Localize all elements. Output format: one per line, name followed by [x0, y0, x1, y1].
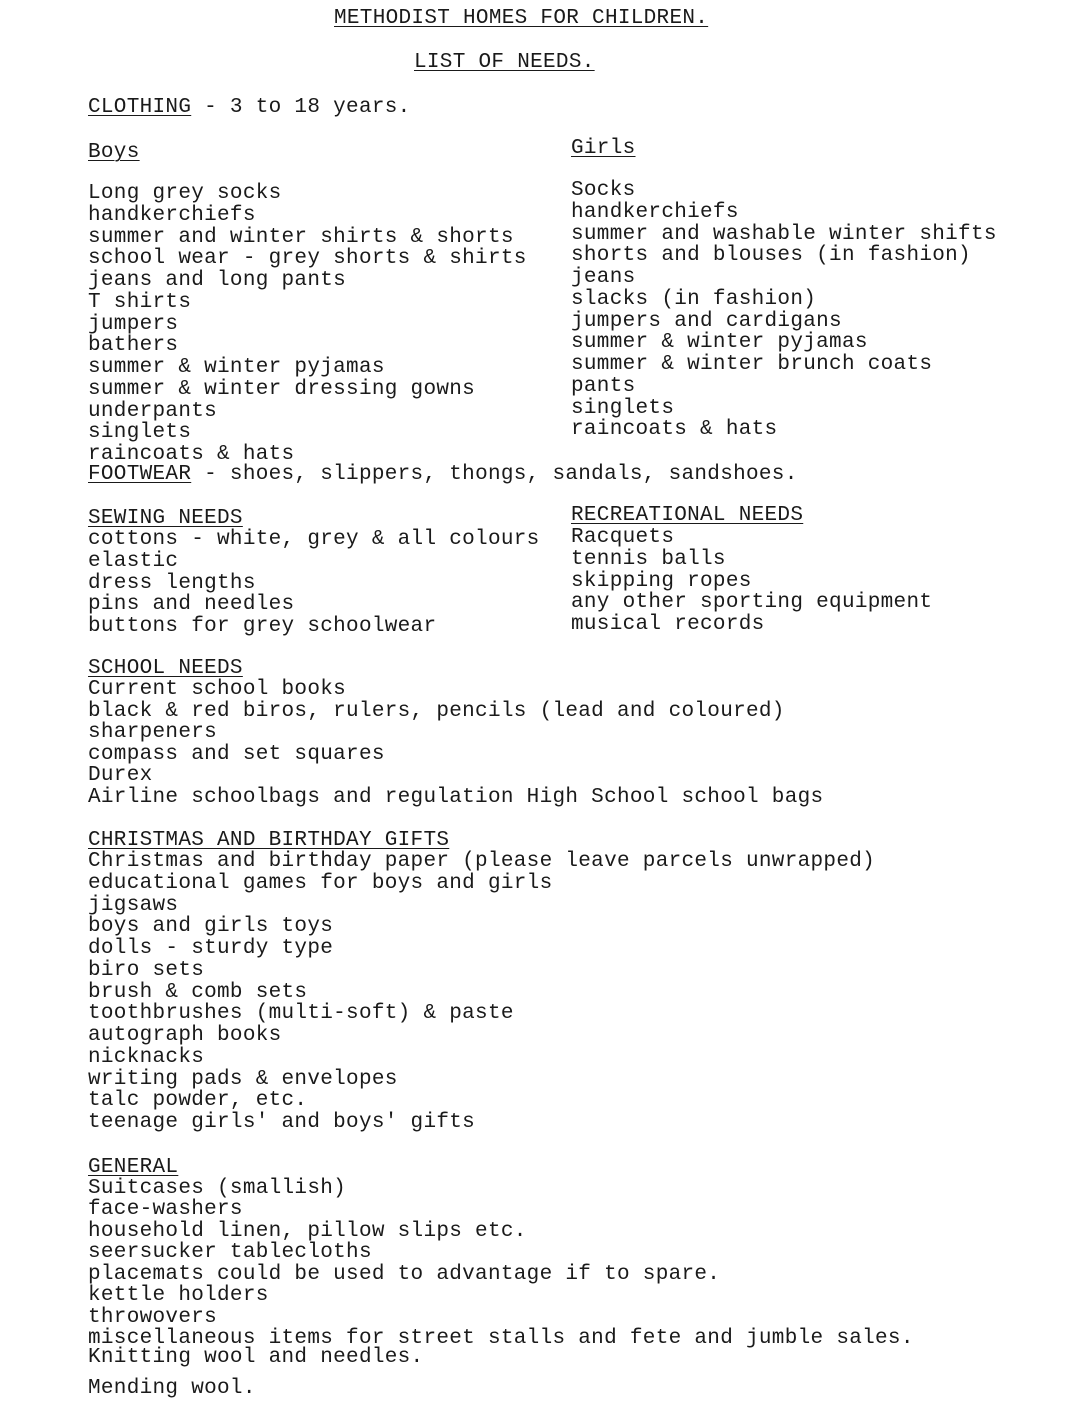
list-item: face-washers: [88, 1198, 243, 1221]
list-item: autograph books: [88, 1024, 282, 1047]
list-item: pants: [571, 374, 636, 398]
clothing-heading-line: [88, 97, 411, 119]
list-item: summer and washable winter shifts: [571, 222, 997, 246]
list-item: Socks: [571, 179, 636, 202]
list-item: elastic: [88, 549, 179, 573]
list-item: writing pads & envelopes: [88, 1067, 398, 1091]
list-item: Airline schoolbags and regulation High School school bags: [88, 785, 824, 809]
list-item: toothbrushes (multi-soft) & paste: [88, 1002, 514, 1026]
general-heading: GENERAL: [88, 1156, 179, 1179]
list-item: Christmas and birthday paper (please leave parcels unwrapped): [88, 850, 876, 873]
list-item: jumpers: [88, 312, 179, 336]
list-item: buttons for grey schoolwear: [88, 615, 437, 638]
list-item: seersucker tablecloths: [88, 1241, 372, 1264]
gifts-heading: CHRISTMAS AND BIRTHDAY GIFTS: [88, 829, 450, 852]
list-item: dress lengths: [88, 571, 256, 595]
footwear-heading: FOOTWEAR: [88, 463, 192, 486]
list-item: throwovers: [88, 1306, 218, 1329]
sewing-heading: SEWING NEEDS: [88, 507, 243, 530]
list-item: summer & winter dressing gowns: [88, 377, 476, 401]
list-item: jigsaws: [88, 893, 179, 917]
list-item: singlets: [88, 421, 192, 445]
list-item: kettle holders: [88, 1284, 269, 1307]
list-item: jeans and long pants: [88, 269, 347, 292]
list-item: summer and winter shirts & shorts: [88, 225, 514, 249]
list-item: dolls - sturdy type: [88, 937, 334, 960]
footwear-items: - shoes, slippers, thongs, sandals, sandshoes.: [191, 463, 798, 486]
recreational-heading: RECREATIONAL NEEDS: [571, 504, 804, 527]
school-heading: SCHOOL NEEDS: [88, 657, 243, 680]
list-item: black & red biros, rulers, pencils (lead and coloured): [88, 699, 785, 723]
list-item: school wear - grey shorts & shirts: [88, 247, 527, 271]
list-item: shorts and blouses (in fashion): [571, 244, 971, 268]
list-item: singlets: [571, 396, 675, 420]
list-item: placemats could be used to advantage if to spare.: [88, 1263, 721, 1286]
list-item: miscellaneous items for street stalls and fete and jumble sales.: [88, 1327, 914, 1350]
list-item: educational games for boys and girls: [88, 871, 553, 895]
list-item: underpants: [88, 399, 218, 423]
document-title: METHODIST HOMES FOR CHILDREN.: [334, 7, 709, 30]
list-item: biro sets: [88, 958, 205, 982]
list-item: any other sporting equipment: [571, 591, 933, 615]
list-item: teenage girls' and boys' gifts: [88, 1111, 476, 1134]
list-item: Long grey socks: [88, 182, 282, 205]
list-item: raincoats & hats: [571, 418, 778, 442]
list-item: slacks (in fashion): [571, 287, 817, 311]
list-item: talc powder, etc.: [88, 1089, 308, 1113]
list-item: household linen, pillow slips etc.: [88, 1220, 527, 1243]
list-item: sharpeners: [88, 721, 218, 744]
list-item: summer & winter pyjamas: [571, 331, 868, 355]
clothing-age-range: - 3 to 18 years.: [191, 96, 411, 119]
list-item: bathers: [88, 334, 179, 358]
document-subtitle: LIST OF NEEDS.: [414, 51, 595, 74]
list-item: Knitting wool and needles.: [88, 1346, 424, 1369]
list-item: jumpers and cardigans: [571, 309, 842, 333]
list-item: cottons - white, grey & all colours: [88, 528, 540, 551]
list-item: nicknacks: [88, 1045, 205, 1069]
list-item: Current school books: [88, 678, 347, 701]
boys-heading: Boys: [88, 141, 140, 164]
footwear-line: [88, 464, 798, 486]
list-item: handkerchiefs: [88, 203, 256, 227]
list-item: summer & winter pyjamas: [88, 356, 385, 379]
list-item: T shirts: [88, 290, 192, 314]
list-item: skipping ropes: [571, 569, 752, 593]
list-item: raincoats & hats: [88, 443, 295, 466]
list-item: handkerchiefs: [571, 200, 739, 224]
list-item: tennis balls: [571, 547, 726, 571]
list-item: compass and set squares: [88, 742, 385, 766]
list-item: jeans: [571, 266, 636, 289]
list-item: boys and girls toys: [88, 915, 334, 939]
clothing-heading: CLOTHING: [88, 96, 192, 119]
list-item: pins and needles: [88, 593, 295, 617]
list-item: musical records: [571, 613, 765, 636]
list-item: Racquets: [571, 526, 675, 549]
girls-heading: Girls: [571, 137, 636, 160]
list-item: summer & winter brunch coats: [571, 353, 933, 376]
list-item: Durex: [88, 764, 153, 787]
list-item: Suitcases (smallish): [88, 1177, 347, 1200]
list-item: Mending wool.: [88, 1377, 256, 1400]
list-item: brush & comb sets: [88, 980, 308, 1004]
